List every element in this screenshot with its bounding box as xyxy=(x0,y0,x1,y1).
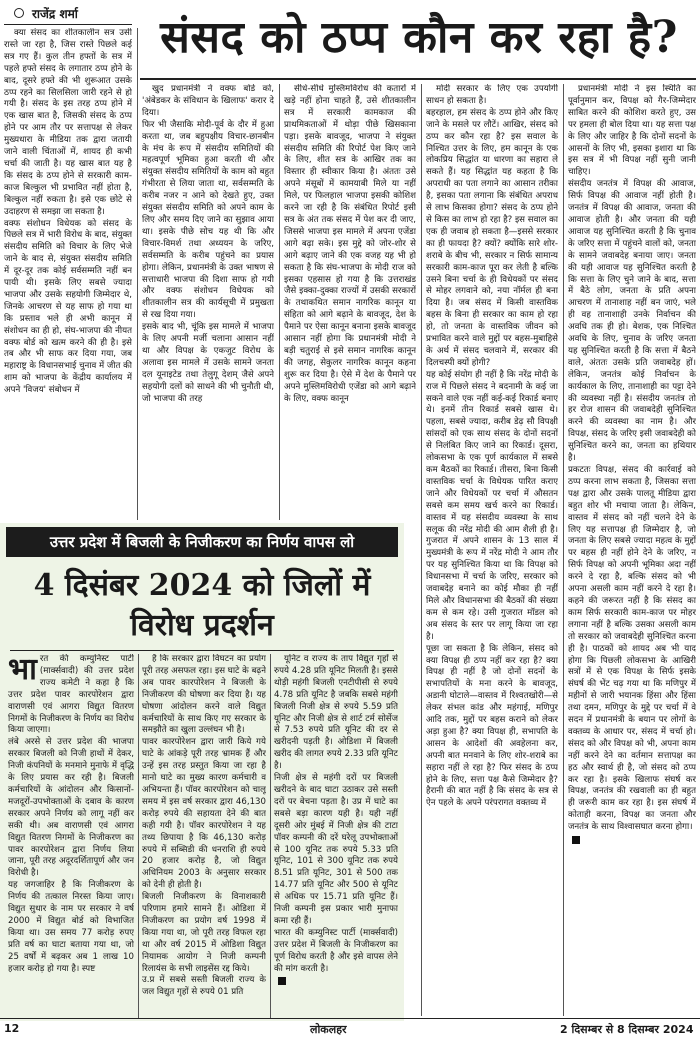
box-headline-line-1: 4 दिसंबर 2024 को जिलों में xyxy=(33,568,371,603)
article-column-5 xyxy=(568,84,696,1016)
column-divider xyxy=(563,84,564,1016)
column-divider xyxy=(279,84,280,520)
box-column-2 xyxy=(142,654,266,1018)
box-column-divider xyxy=(270,654,271,1018)
box-text: रत की कम्युनिस्ट पार्टी (मार्क्सवादी) की उत्तर प्रदेश राज्य कमेटी ने कहा है कि उत्तर प्रदेश पावर कारपोरेशन द्वारा वाराणसी एवं आगरा विद्युत वितरण निगमों के निजीकरण के निर्णय का विरोध किया जाएगा। लंबे अरसे से उत्तर प्रदेश की भाजपा सरकार बिजली को निजी हाथों में देकर, निजी कंपनियों के मनमाने मुनाफे में वृद्धि के लिए प्रयास कर रही है। बिजली कर्मचारियों के आंदोलन और किसानों-मजदूरों-उपभोक्ताओं के दबाव के कारण सरकार अपने निर्णय को लागू नहीं कर सकी थी। अब वाराणसी एवं आगरा विद्युत वितरण निगमों के निजीकरण का पावर कारपोरेशन द्वारा निर्णय लिया जाना, पूरी तरह अदूरदर्शितापूर्ण और जन विरोधी है। यह जगजाहिर है कि निजीकरण के निर्णय की तत्काल निरस्त किया जाए। विद्युत सुधार के नाम पर सरकार ने वर्ष 2000 में विद्युत बोर्ड को विभाजित किया था। उस समय 77 करोड़ रुपए प्रति वर्ष का घाटा बताया गया था, जो 25 वर्षों में बढ़कर अब 1 लाख 10 हजार करोड़ हो गया है। स्पष्ट xyxy=(8,654,134,974)
publication-name: लोकलहर xyxy=(310,1023,347,1036)
column-divider xyxy=(137,28,138,520)
author-rule xyxy=(4,24,132,25)
article-column-4 xyxy=(426,84,558,1016)
box-column-1 xyxy=(8,654,134,1018)
box-text: है कि सरकार द्वारा विघटन का प्रयोग पूरी तरह असफल रहा। इस घाटे के बढ़ने अब पावर कारपोरेशन ने बिजली के निजीकरण की घोषणा कर दिया है। यह घोषणा आंदोलन करने वाले विद्युत कर्मचारियों के साथ किए गए सरकार के समझौते का खुला उल्लंघन भी है। पावर कारपोरेशन द्वारा जारी किये गये घाटे के आंकड़े पूरी तरह भ्रामक हैं और उन्हें इस तरह प्रस्तुत किया जा रहा है मानो घाटे का मुख्य कारण कर्मचारी व अभियन्ता हैं। पॉवर कारपोरेशन को चालू समय में इस वर्ष सरकार द्वारा 46,130 करोड़ रुपये की सहायता देने की बात कही गयी है। पॉवर कारपोरेशन ने यह तथ्य छिपाया है कि 46,130 करोड़ रुपये में सब्सिडी की धनराशि ही रुपये 20 हजार करोड़ है, जो विद्युत अधिनियम 2003 के अनुसार सरकार को देनी ही होती है। बिजली निजीकरण के विनाशकारी परिणाम हमारे सामने हैं। ओडिशा में निजीकरण का प्रयोग वर्ष 1998 में किया गया था, जो पूरी तरह विफल रहा था और वर्ष 2015 में ओडिशा विद्युत नियामक आयोग ने निजी कम्पनी रिलायंस के सभी लाइसेंस रद्द किये। उ.प्र में सबसे सस्ती बिजली राज्य के जल विद्युत गृहों से रुपये 01 प्रति xyxy=(142,654,266,998)
box-title: उत्तर प्रदेश में बिजली के निजीकरण का निर्णय वापस लो xyxy=(6,527,398,557)
article-text: क्या संसद का शीतकालीन सत्र उसी रास्ते जा रहा है, जिस रास्ते पिछले कई सत्र गए हैं। कुल तीन हफ्तों के सत्र में पहले हफ्ते संसद के लगातार ठप्प होने के बाद, दूसरे हफ्ते की भी शुरूआत उसके ठप्प रहने का सिलसिला जारी रहने से हो गयी है। संसद के इस तरह ठप्प होने में एक खास बात है, जिसकी संसद के ठप्प होने पर आम तौर पर सत्तापक्ष से लेकर मुख्यधारा के मीडिया तक द्वारा जतायी जाने वाली चिंताओं में, शायद ही कभी चर्चा की जाती है। यह खास बात यह है कि संसद के ठप्प होने से सरकारी काम-काज बिल्कुल भी प्रभावित नहीं होता है, बिल्कुल नहीं रुकता है। इसे एक छोटे से उदाहरण से समझा जा सकता है। वक्फ संशोधन विधेयक को संसद के पिछले सत्र में भारी विरोध के बाद, संयुक्त संसदीय समिति को विचार के लिए भेजे जाने के बाद से, संयुक्त संसदीय समिति में दूर-दूर तक कोई सर्वसम्मति नहीं बन पायी थी। इसके लिए सबसे ज्यादा भाजपा और उसके सहयोगी जिम्मेदार थे, जिनके आचरण से यह साफ हो गया था कि प्रस्ताव भले ही अभी कानून में संशोधन का ही हो, संघ-भाजपा की नीयत वक्फ बोर्ड को खत्म करने की ही है। इसे तब और भी साफ कर दिया गया, जब महाराष्ट्र के विधानसभाई चुनाव में जीत की शाम को भाजपा के केंद्रीय कार्यालय में अपने 'विजय' संबोधन में xyxy=(4,28,132,396)
article-text: सीधे-सीधे मुस्लिमविरोध की कतारों में खड़े नहीं होना चाहते हैं, उसे शीतकालीन सत्र में सरकारी कामकाज की प्राथमिकताओं में थोड़ा पीछे खिसकाना पड़ा। इसके बावजूद, भाजपा ने संयुक्त संसदीय समिति की रिपोर्ट पेश किए जाने के लिए, शीत सत्र के आखिर तक का विस्तार ही स्वीकार किया है। अंततः उसे अपने मंसूबों में कामयाबी मिले या नहीं मिले, पर फिलहाल भाजपा इसकी कोशिश करने जा रही है कि संबंधित रिपोर्ट इसी सत्र के अंत तक संसद में पेश कर दी जाए, जिससे भाजपा इस मामले में अपना एजेंडा आगे बढ़ा सके। इस मुद्दे को जोर-शोर से आगे बढ़ाए जाने की एक वजह यह भी हो सकता है कि संघ-भाजपा के मोदी राज को इसका एहसास हो गया है कि उत्तराखंड जैसे इक्का-दुक्का राज्यों में उसकी सरकारों के तथाकथित समान नागरिक कानून या संहिता को आगे बढ़ाने के बावजूद, देश के पैमाने पर ऐसा कानून बनाना इसके बावजूद आसान नहीं होगा कि प्रधानमंत्री मोदी ने बड़ी चतुराई से इसे समान नागरिक कानून की जगह, सेकुलर नागरिक कानून कहना शुरू कर दिया है। ऐसे में देश के पैमाने पर अपने मुस्लिमविरोधी एजेंडा को आगे बढ़ाने के लिए, वक्फ कानून xyxy=(284,84,416,404)
page-number: 12 xyxy=(4,1022,20,1035)
author-name: राजेंद्र शर्मा xyxy=(32,7,78,21)
headline-rule xyxy=(140,78,696,80)
article-column-2 xyxy=(142,84,274,520)
drop-cap: भा xyxy=(8,654,37,687)
box-column-3 xyxy=(274,654,398,1018)
footer-rule xyxy=(0,1018,700,1019)
circle-icon xyxy=(14,8,24,18)
box-text: यूनिट व राज्य के ताप विद्युत गृहों से रुपये 4.28 प्रति यूनिट मिलती है। इससे थोड़ी महंगी बिजली एनटीपीसी से रुपये 4.78 प्रति यूनिट है जबकि सबसे महंगी बिजली निजी क्षेत्र से रुपये 5.59 प्रति यूनिट और निजी क्षेत्र से शार्ट टर्म सोर्सेज से 7.53 रुपये प्रति यूनिट की दर से खरीदनी पड़ती है। ओडिशा में बिजली खरीद की लागत रुपये 2.33 प्रति यूनिट है। निजी क्षेत्र से महंगी दरों पर बिजली खरीदने के बाद घाटा उठाकर उसे सस्ती दरों पर बेचना पड़ता है। उप्र में घाटे का सबसे बड़ा कारण यही है। यही नहीं दूसरी ओर मुंबई में निजी क्षेत्र की टाटा पॉवर कम्पनी की दरें घरेलू उपभोक्ताओं से 100 यूनिट तक रुपये 5.33 प्रति यूनिट, 101 से 300 यूनिट तक रुपये 8.51 प्रति यूनिट, 301 से 500 तक 14.77 प्रति यूनिट और 500 से यूनिट से अधिक पर 15.71 प्रति यूनिट हैं। निजी कम्पनी इस प्रकार भारी मुनाफा कमा रही हैं। भारत की कम्युनिस्ट पार्टी (मार्क्सवादी) उत्तर प्रदेश में बिजली के निजीकरण का पूर्ण विरोध करती है और इसे वापस लेने की मांग करती है। xyxy=(274,654,398,974)
page-headline: संसद को ठप्प कौन कर रहा है? xyxy=(160,12,678,63)
article-text: खुद प्रधानमंत्री ने वक्फ बोर्ड को, 'अंबेडकर के संविधान के खिलाफ' करार दे दिया। फिर भी जैसाकि मोदी-पूर्व के दौर में हुआ करता था, जब बहुपक्षीय विचार-छानबीन के मंच के रूप में संसदीय समितियों की महत्वपूर्ण भूमिका हुआ करती थी और संयुक्त संसदीय समितियों के काम को बहुत गंभीरता से लिया जाता था, सर्वसम्मति के करीब नजर न आने को देखते हुए, उक्त संयुक्त संसदीय समिति को अपने काम के लिए और समय दिए जाने का सुझाव आया था। इसके पीछे सोच यह थी कि और विचार-विमर्श तथा अध्ययन के जरिए, सर्वसम्मति के करीब पहुंचने का प्रयास होगा। लेकिन, प्रधानमंत्री के उक्त भाषण से सत्ताधारी भाजपा की दिशा साफ हो गयी और वक्फ संशोधन विधेयक को शीतकालीन सत्र की कार्यसूची में प्रमुखता से रख दिया गया। इसके बाद भी, चूंकि इस मामले में भाजपा के लिए अपनी मर्जी चलाना आसान नहीं था और विपक्ष के एकजुट विरोध के अलावा इस मामले में उसके सामने जनता दल यूनाइटेड तथा तेलुगू देशम् जैसे अपने सहयोगी दलों को साधने की भी चुनौती थी, जो भाजपा की तरह xyxy=(142,84,274,404)
box-column-divider xyxy=(138,654,139,1018)
box-headline-rule xyxy=(10,650,394,651)
article-column-1 xyxy=(4,28,132,520)
end-mark xyxy=(278,977,286,985)
end-mark xyxy=(572,836,580,844)
article-column-3 xyxy=(284,84,416,520)
column-divider xyxy=(421,84,422,1016)
box-headline-line-2: विरोध प्रदर्शन xyxy=(130,608,274,643)
author-byline xyxy=(4,4,134,24)
article-text: मोदी सरकार के लिए एक उपयोगी साधन हो सकता है। बहरहाल, हम संसद के ठप्प होने और किए जाने के मसले पर लौटें। आखिर, संसद को ठप्प कर कौन रहा है? इस सवाल के निश्चित उत्तर के लिए, हम कानून के एक लोकप्रिय सिद्धांत या धारणा का सहारा ले सकते हैं। यह सिद्धांत यह कहता है कि अपराधी का पता लगाने का आसान तरीका है, इसका पता लगाना कि संबंधित अपराध से लाभ किसका होगा? संसद के ठप्प होने से किस का लाभ हो रहा है? इस सवाल का एक ही जवाब हो सकता है—इससे सरकार का ही फायदा है? क्यों? क्योंकि सारे शोर-शराबे के बीच भी, सरकार न सिर्फ सामान्य सरकारी काम-काज पूरा कर लेती है बल्कि उसने बिना चर्चा के ही विधेयकों पर संसद से मोहर लगवाने को, नया नॉर्मल ही बना दिया है। जब संसद में किसी वास्तविक बहस के बिना ही सरकार का काम हो रहा हो, तो जनता के वास्तविक जीवन को प्रभावित करने वाले मुद्दों पर बहस-मुबाहिसे के अर्थ में संसद चलवाने में, सरकार की दिलचस्पी क्यों होगी? यह कोई संयोग ही नहीं है कि नरेंद्र मोदी के राज में पिछले संसद ने बदनामी के कई जा सकने वाले एक नहीं कई-कई रिकार्ड बनाए थे। इनमें तीन रिकार्ड सबसे खास थे। पहला, सबसे ज्यादा, करीब डेढ़ सौ विपक्षी सांसदों को एक साथ संसद के दोनों सदनों से निलंबित किए जाने का रिकार्ड। दूसरा, लोकसभा के एक पूर्ण कार्यकाल में सबसे कम बैठकों का रिकार्ड। तीसरा, बिना किसी वास्तविक चर्चा के विधेयक पारित कराए जाने और विधेयकों पर चर्चा में औसतन सबसे कम समय खर्च करने का रिकार्ड। वास्तव में यह संसदीय व्यवस्था के साथ सलूक की नरेंद्र मोदी की आम शैली ही है। गुजरात में अपने शासन के 13 साल में मुख्यमंत्री के रूप में नरेंद्र मोदी ने आम तौर पर यह सुनिश्चित किया था कि विपक्ष को विधानसभा में चर्चा के जरिए, सरकार को जवाबदेह बनाने का कोई मौका ही नहीं मिले और विधानसभा की बैठकों की संख्या कम से कम रहे। उसी गुजरात मॉडल को अब संसद के स्तर पर लागू किया जा रहा है। पूछा जा सकता है कि लेकिन, संसद को क्या विपक्ष ही ठप्प नहीं कर रहा है? क्या विपक्ष ही नहीं है जो दोनों सदनों के सभापतियों के मना करने के बावजूद, अडानी घोटाले—वास्तव में रिश्वतखोरी—से लेकर संभल कांड और महंगाई, मणिपुर आदि तक, मुद्दों पर बहस कराने को लेकर अड़ा हुआ है? क्या विपक्ष ही, सभापति के आसन के आदेशों की अवहेलना कर, अपनी बात मनवाने के लिए शोर-शराबे का सहारा नहीं ले रहा है? फिर संसद के ठप्प होने के लिए, सत्ता पक्ष कैसे जिम्मेदार है? हैरानी की बात नहीं है कि संसद के सत्र से ऐन पहले के अपने परंपरागत वक्तव्य में xyxy=(426,84,558,809)
article-text: प्रधानमंत्री मोदी ने इस स्थिति का पूर्वानुमान कर, विपक्ष को गैर-जिम्मेदार साबित करने की कोशिश करते हुए, उस पर हमला ही बोल दिया था। यह सत्ता पक्ष के लिए और जाहिर है कि दोनों सदनों के आसनों के लिए भी, इसका इशारा था कि इस सत्र में भी विपक्ष नहीं सुनी जानी चाहिए। संसदीय जनतंत्र में विपक्ष की आवाज, सिर्फ विपक्ष की आवाज नहीं होती है। जनतंत्र में विपक्ष की आवाज, जनता की आवाज होती है। और जनता की यही आवाज यह सुनिश्चित करती है कि चुनाव के जरिए सत्ता में पहुंचने वालों को, जनता के सामने जवाबदेह बनाया जाए। जनता की यही आवाज यह सुनिश्चित करती है कि सत्ता के लिए चुने जाने के बाद, सत्ता में बैठे लोग, जनता के प्रति अपना आचरण में तानाशाह नहीं बन जाएं, भले ही वह तानाशाही उनके निर्वाचन की अवधि तक ही हो। बेशक, एक निश्चित अवधि के लिए, चुनाव के जरिए जनता यह सुनिश्चित करती है कि सत्ता में बैठने वाले, अंततः उसके प्रति जवाबदेह हों। लेकिन, जनतंत्र कोई निर्वाचन के कार्यकाल के लिए, तानाशाही का पट्टा देने की व्यवस्था नहीं है। संसदीय जनतंत्र तो हर रोज शासन की जवाबदेही सुनिश्चित करने की व्यवस्था का नाम है। और विपक्ष, संसद के जरिए इसी जवाबदेही को सुनिश्चित करने का, जनता का हथियार है। प्रकटतः विपक्ष, संसद की कार्रवाई को ठप्प करना लाभ सकता है, जिसका सत्ता पक्ष द्वारा और उसके पालतू मीडिया द्वारा बहुत शोर भी मचाया जाता है। लेकिन, वास्तव में संसद को नहीं चलने देने के लिए यह सत्तापक्ष ही जिम्मेदार है, जो जनता के लिए सबसे ज्यादा महत्व के मुद्दों पर बहस ही नहीं होने देने के जरिए, न सिर्फ विपक्ष को अपनी भूमिका अदा नहीं करने दे रहा है, बल्कि संसद को भी अपना असली काम नहीं करने दे रहा है। कहने की जरूरत नहीं है कि संसद का काम सिर्फ सरकारी काम-काज पर मोहर लगाना नहीं है बल्कि उसका असली काम तो सरकार को जवाबदेही सुनिश्चित करना ही है। पाठकों को शायद अब भी याद होगा कि पिछली लोकसभा के आखिरी सत्रों में से एक विपक्ष के सिर्फ इसके संघर्ष की भेंट चढ़ गया था कि मणिपुर में महीनों से जारी भयानक हिंसा और हिंसा तथा दमन, मणिपुर के मुद्दे पर चर्चा में वे सदन में प्रधानमंत्री के बयान पर लोगों के वक्तव्य के आधार पर, संसद में चर्चा हो। संसद को और विपक्ष को भी, अपना काम नहीं करने देने का वर्तमान सत्तापक्ष का हठ और स्वार्थ ही है, जो संसद को ठप्प कर रहा है। इसके खिलाफ संघर्ष कर विपक्ष, जनतंत्र की रखवाली का ही बहुत ही जरूरी काम कर रहा है। इस संघर्ष में कोताही करना, विपक्ष का जनता और जनतंत्र के साथ विश्वासघात करना होगा। xyxy=(568,84,696,833)
issue-date: 2 दिसम्बर से 8 दिसम्बर 2024 xyxy=(560,1023,694,1036)
